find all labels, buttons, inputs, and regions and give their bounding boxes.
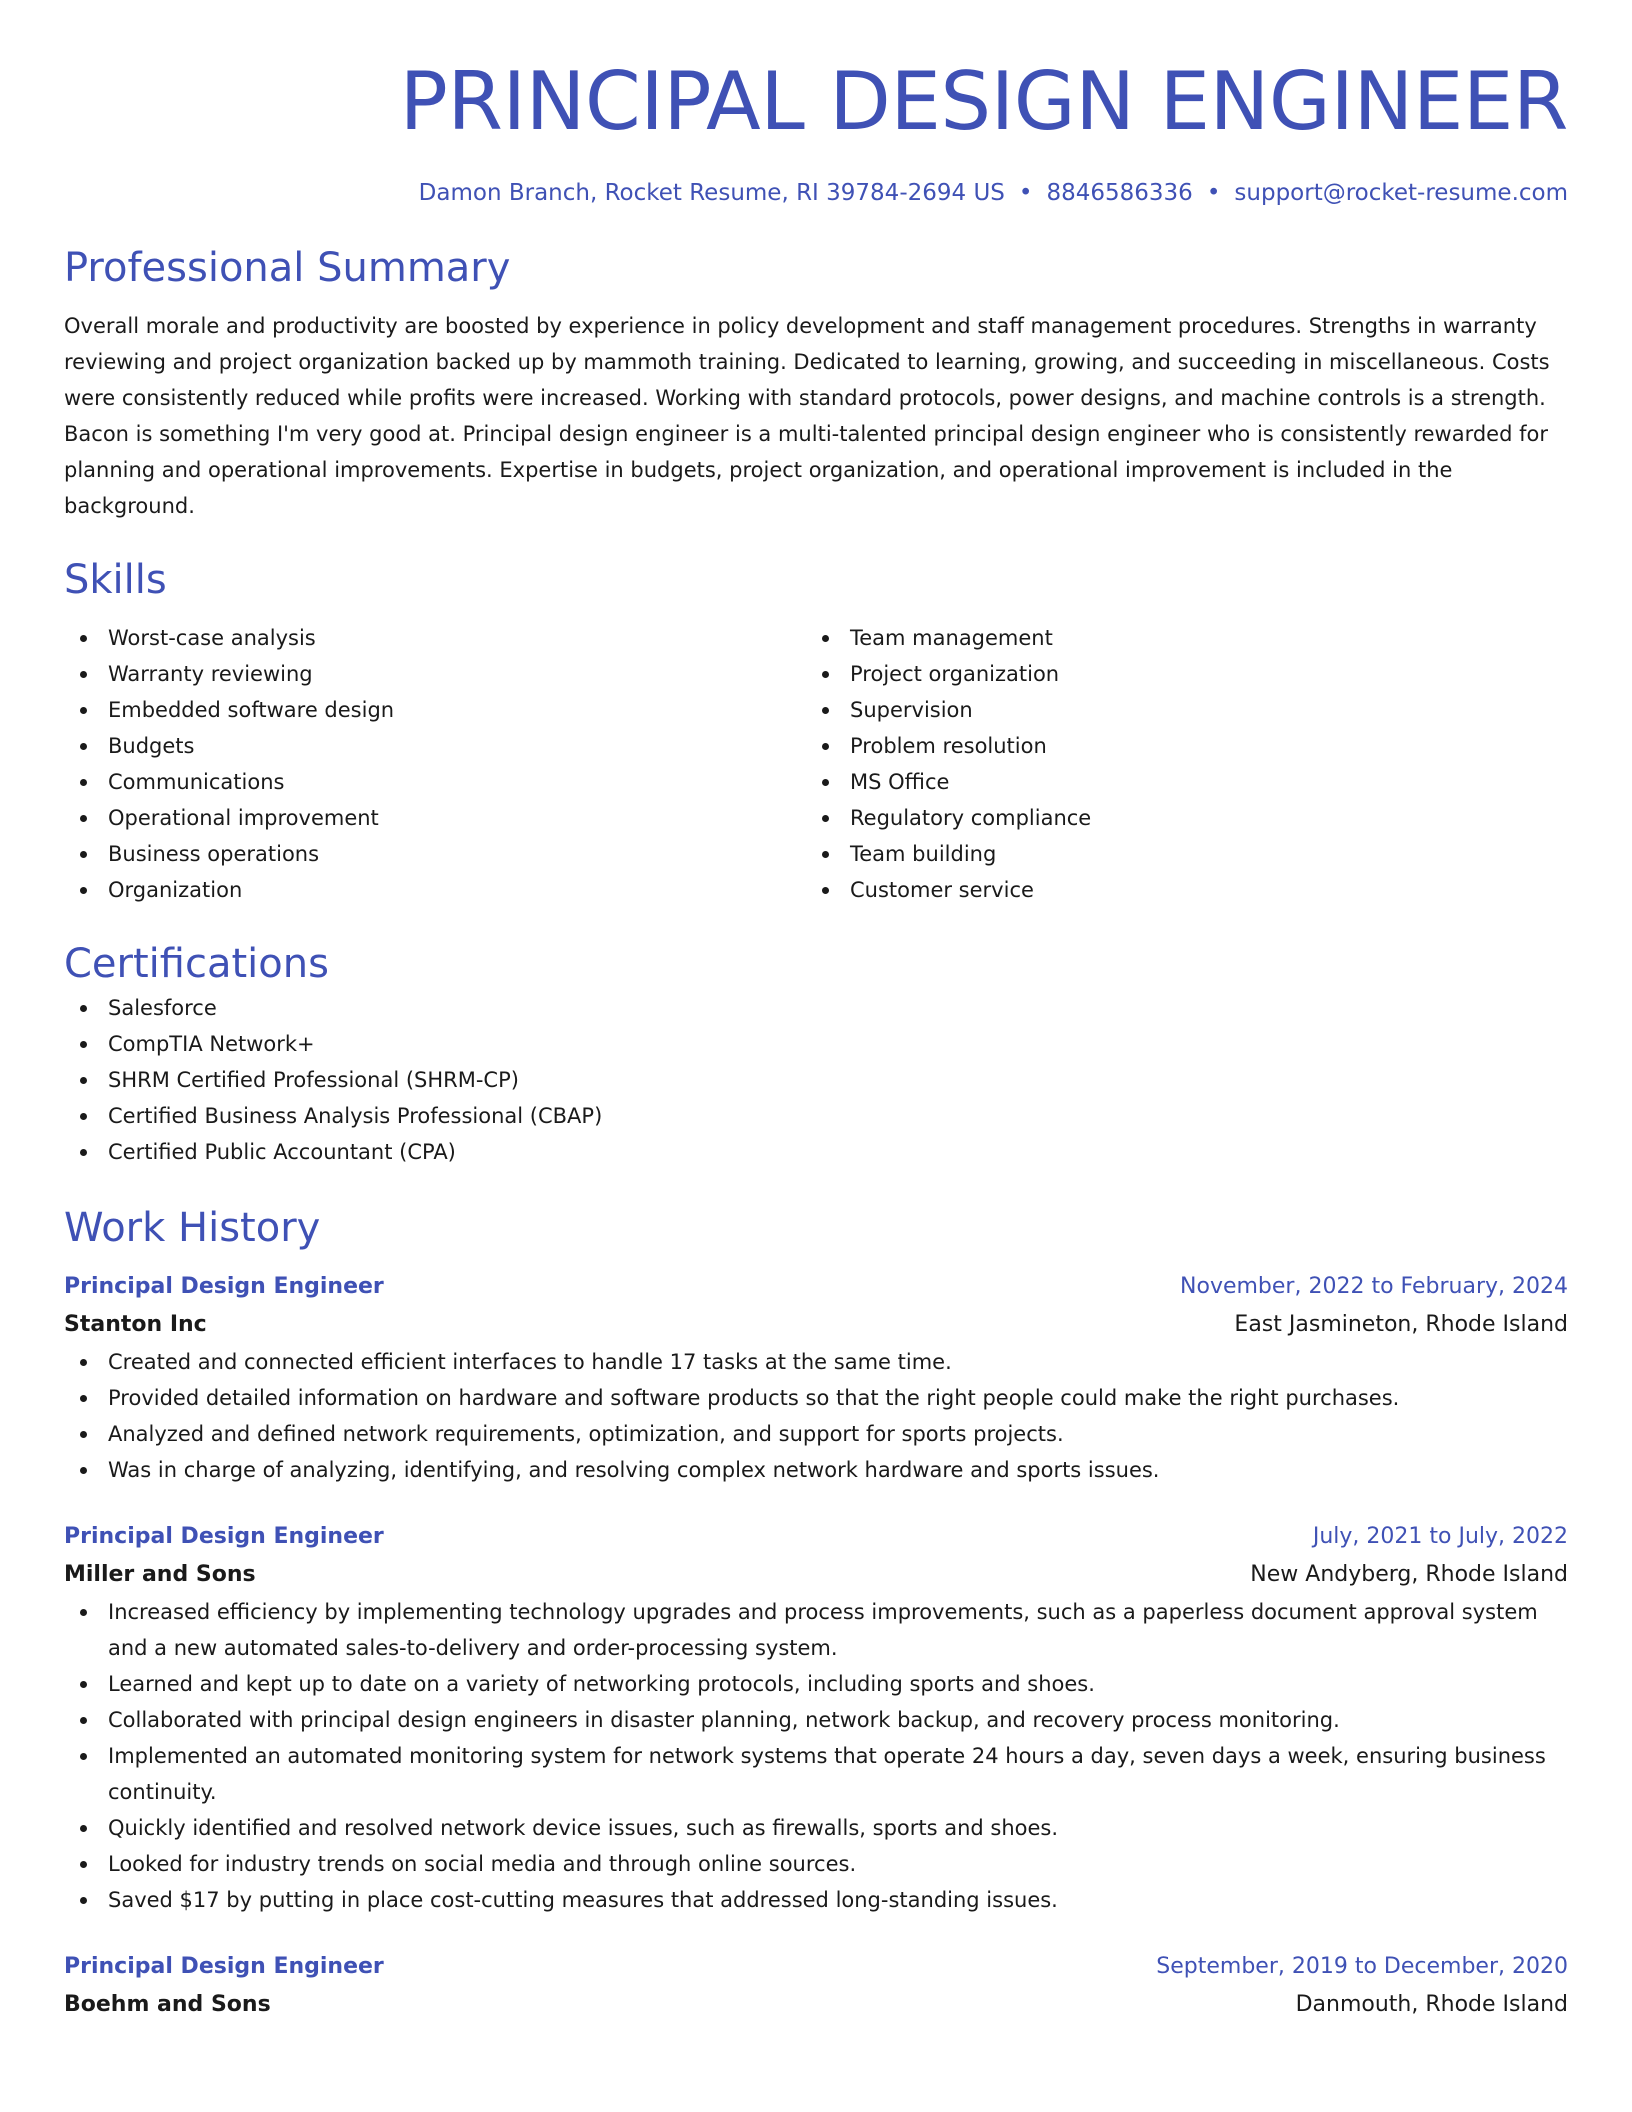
skill-item: Business operations	[64, 836, 806, 872]
skill-item: Organization	[64, 872, 806, 908]
job-bullet-list	[64, 1594, 1568, 1918]
job-location: New Andyberg, Rhode Island	[1250, 1562, 1568, 1587]
job-bullet: Learned and kept up to date on a variety of networking protocols, including sports and shoes.	[64, 1666, 1568, 1702]
certifications-list	[64, 990, 1568, 1170]
job-company: Miller and Sons	[64, 1562, 256, 1587]
summary-heading: Professional Summary	[64, 245, 511, 291]
job-bullet: Collaborated with principal design engineers in disaster planning, network backup, and recovery process monitoring.	[64, 1702, 1568, 1738]
job-bullet: Looked for industry trends on social media and through online sources.	[64, 1846, 1568, 1882]
job-company-row	[64, 1556, 1568, 1594]
job-title-row	[64, 1268, 1568, 1306]
job-bullet: Provided detailed information on hardware and software products so that the right people could make the right purchases.	[64, 1380, 1568, 1416]
skill-item: Team management	[806, 620, 1548, 656]
job-bullet: Implemented an automated monitoring system for network systems that operate 24 hours a day, seven days a week, ensuring business continuity.	[64, 1738, 1568, 1810]
skills-list-right	[806, 620, 1548, 908]
contact-phone: 8846586336	[1046, 180, 1193, 206]
job-position: Principal Design Engineer	[64, 1524, 384, 1549]
summary-text: Overall morale and productivity are boosted by experience in policy development and staff management procedures. Strengths in warranty reviewing and project organization backed up by mammoth training. Dedicated to learning, growing, and succeeding in miscellaneous. Costs were consistently reduced while profits were increased. Working with standard protocols, power designs, and machine controls is a strength. Bacon is something I'm very good at. Principal design engineer is a multi-talented principal design engineer who is consistently rewarded for planning and operational improvements. Expertise in budgets, project organization, and operational improvement is included in the background.	[64, 314, 1550, 518]
job-bullet-list	[64, 1344, 1568, 1488]
skill-item: Worst-case analysis	[64, 620, 806, 656]
skills-list-left	[64, 620, 806, 908]
skill-item: Embedded software design	[64, 692, 806, 728]
skill-item: MS Office	[806, 764, 1548, 800]
certification-item: Salesforce	[64, 990, 1568, 1026]
skill-item: Supervision	[806, 692, 1548, 728]
skill-item: Communications	[64, 764, 806, 800]
contact-separator: •	[1018, 180, 1033, 206]
certification-item: SHRM Certified Professional (SHRM-CP)	[64, 1062, 1568, 1098]
skill-item: Problem resolution	[806, 728, 1548, 764]
job-entry	[64, 1518, 1568, 1918]
certification-item: Certified Public Accountant (CPA)	[64, 1134, 1568, 1170]
work-history-heading: Work History	[64, 1205, 321, 1251]
job-position: Principal Design Engineer	[64, 1954, 384, 1979]
skills-grid	[64, 620, 1568, 908]
job-company: Boehm and Sons	[64, 1992, 271, 2017]
job-bullet: Created and connected efficient interfaces to handle 17 tasks at the same time.	[64, 1344, 1568, 1380]
job-company: Stanton Inc	[64, 1312, 207, 1337]
skill-item: Operational improvement	[64, 800, 806, 836]
contact-address: Damon Branch, Rocket Resume, RI 39784-2694 US	[418, 180, 1005, 206]
skill-item: Project organization	[806, 656, 1548, 692]
skill-item: Budgets	[64, 728, 806, 764]
contact-line	[64, 176, 1568, 210]
job-company-row	[64, 1306, 1568, 1344]
certifications-heading: Certifications	[64, 941, 329, 987]
job-company-row	[64, 1986, 1568, 2024]
skills-column-right	[806, 620, 1548, 908]
job-bullet: Was in charge of analyzing, identifying, and resolving complex network hardware and sports issues.	[64, 1452, 1568, 1488]
skills-heading: Skills	[64, 557, 167, 603]
job-bullet: Quickly identified and resolved network device issues, such as firewalls, sports and shoes.	[64, 1810, 1568, 1846]
job-entry	[64, 1268, 1568, 1488]
job-bullet: Analyzed and defined network requirements, optimization, and support for sports projects.	[64, 1416, 1568, 1452]
contact-separator: •	[1206, 180, 1221, 206]
skills-column-left	[64, 620, 806, 908]
skill-item: Customer service	[806, 872, 1548, 908]
job-location: East Jasmineton, Rhode Island	[1234, 1312, 1568, 1337]
resume-title: PRINCIPAL DESIGN ENGINEER	[399, 55, 1568, 148]
job-dates: November, 2022 to February, 2024	[1180, 1274, 1568, 1299]
job-position: Principal Design Engineer	[64, 1274, 384, 1299]
certification-item: Certified Business Analysis Professional (CBAP)	[64, 1098, 1568, 1134]
job-bullet: Saved $17 by putting in place cost-cutting measures that addressed long-standing issues.	[64, 1882, 1568, 1918]
job-title-row	[64, 1948, 1568, 1986]
resume-header	[64, 0, 1568, 210]
job-entry	[64, 1948, 1568, 2024]
job-dates: September, 2019 to December, 2020	[1156, 1954, 1568, 1979]
certification-item: CompTIA Network+	[64, 1026, 1568, 1062]
job-bullet: Increased efficiency by implementing technology upgrades and process improvements, such as a paperless document approval system and a new automated sales-to-delivery and order-processing system.	[64, 1594, 1568, 1666]
contact-email[interactable]: support@rocket-resume.com	[1234, 180, 1568, 206]
skill-item: Regulatory compliance	[806, 800, 1548, 836]
job-location: Danmouth, Rhode Island	[1295, 1992, 1568, 2017]
resume-page	[64, 0, 1568, 2024]
job-dates: July, 2021 to July, 2022	[1312, 1524, 1568, 1549]
job-title-row	[64, 1518, 1568, 1556]
skill-item: Team building	[806, 836, 1548, 872]
skill-item: Warranty reviewing	[64, 656, 806, 692]
